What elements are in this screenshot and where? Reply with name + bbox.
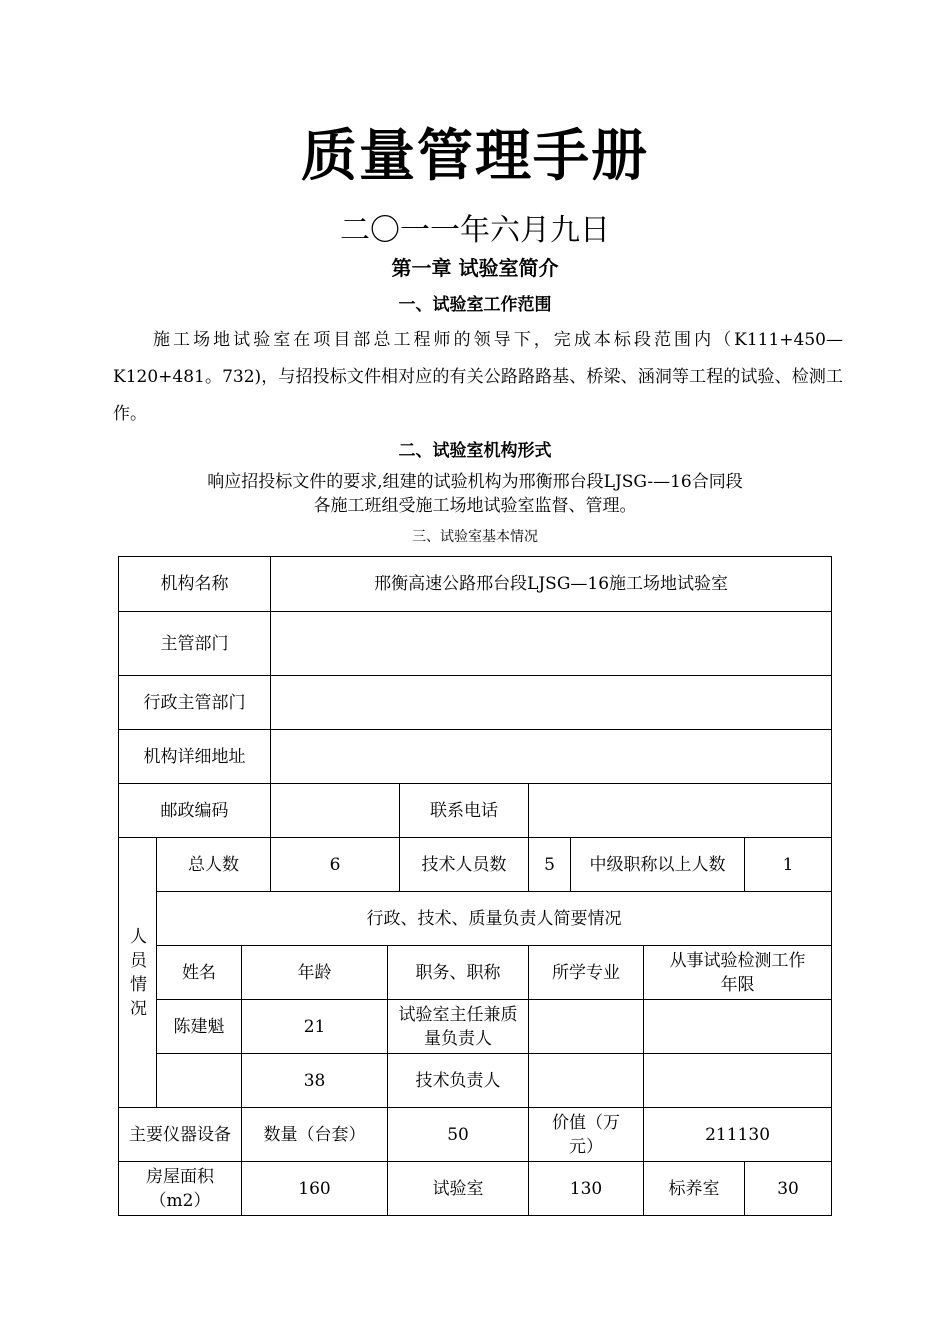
- header-major: 所学专业: [529, 946, 644, 1000]
- chapter-heading: 第一章 试验室简介: [391, 256, 559, 280]
- person-title: 技术负责人: [388, 1054, 529, 1108]
- org-name-value: 邢衡高速公路邢台段LJSG—16施工场地试验室: [271, 557, 832, 612]
- header-title: 职务、职称: [388, 946, 529, 1000]
- table-row: [119, 1108, 832, 1162]
- curing-label: 标养室: [644, 1162, 745, 1216]
- person-major: [529, 1054, 644, 1108]
- price-value: 211130: [644, 1108, 832, 1162]
- person-years: [644, 1000, 832, 1054]
- table-row: [119, 676, 832, 730]
- lab-value: 130: [529, 1162, 644, 1216]
- table-row: [119, 838, 832, 892]
- table-row: [119, 946, 832, 1000]
- personnel-label: 人员情况: [119, 838, 157, 1108]
- structure-line-1: 响应招投标文件的要求,组建的试验机构为邢衡邢台段LJSG-—16合同段: [207, 472, 743, 492]
- person-years: [644, 1054, 832, 1108]
- table-row: [119, 557, 832, 612]
- person-name: 陈建魁: [157, 1000, 242, 1054]
- dept-value: [271, 612, 832, 676]
- person-major: [529, 1000, 644, 1054]
- table-caption: 三、试验室基本情况: [412, 529, 538, 545]
- postcode-label: 邮政编码: [119, 784, 271, 838]
- org-name-label: 机构名称: [119, 557, 271, 612]
- person-age: 21: [242, 1000, 388, 1054]
- admin-dept-value: [271, 676, 832, 730]
- qty-value: 50: [388, 1108, 529, 1162]
- table-row: [119, 1162, 832, 1216]
- header-age: 年龄: [242, 946, 388, 1000]
- header-years: 从事试验检测工作年限: [644, 946, 832, 1000]
- admin-dept-label: 行政主管部门: [119, 676, 271, 730]
- document-date: 二〇一一年六月九日: [340, 213, 610, 248]
- qty-label: 数量（台套）: [242, 1108, 388, 1162]
- structure-line-2: 各施工班组受施工场地试验室监督、管理。: [313, 496, 637, 516]
- total-label: 总人数: [157, 838, 271, 892]
- person-name: [157, 1054, 242, 1108]
- area-label: 房屋面积（m2）: [119, 1162, 242, 1216]
- mid-label: 中级职称以上人数: [571, 838, 745, 892]
- scope-paragraph: 施工场地试验室在项目部总工程师的领导下，完成本标段范围内（K111+450—K120+481。732)，与招投标文件相对应的有关公路路路基、桥梁、涵洞等工程的试验、检测工作。: [113, 330, 843, 424]
- table-row: [119, 784, 832, 838]
- tech-label: 技术人员数: [400, 838, 529, 892]
- section-heading-structure: 二、试验室机构形式: [398, 441, 552, 461]
- header-name: 姓名: [157, 946, 242, 1000]
- phone-value: [529, 784, 832, 838]
- phone-label: 联系电话: [400, 784, 529, 838]
- document-title: 质量管理手册: [301, 124, 649, 189]
- tech-value: 5: [529, 838, 571, 892]
- total-value: 6: [271, 838, 400, 892]
- address-label: 机构详细地址: [119, 730, 271, 784]
- postcode-value: [271, 784, 400, 838]
- brief-label: 行政、技术、质量负责人简要情况: [157, 892, 832, 946]
- price-label: 价值（万元）: [529, 1108, 644, 1162]
- table-row: [119, 1000, 832, 1054]
- equip-label: 主要仪器设备: [119, 1108, 242, 1162]
- mid-value: 1: [745, 838, 832, 892]
- dept-label: 主管部门: [119, 612, 271, 676]
- address-value: [271, 730, 832, 784]
- area-value: 160: [242, 1162, 388, 1216]
- section-heading-scope: 一、试验室工作范围: [398, 295, 552, 315]
- lab-info-table: [118, 556, 832, 1216]
- table-row: [119, 1054, 832, 1108]
- table-row: [119, 612, 832, 676]
- curing-value: 30: [745, 1162, 832, 1216]
- table-row: [119, 892, 832, 946]
- person-age: 38: [242, 1054, 388, 1108]
- person-title: 试验室主任兼质量负责人: [388, 1000, 529, 1054]
- lab-label: 试验室: [388, 1162, 529, 1216]
- table-row: [119, 730, 832, 784]
